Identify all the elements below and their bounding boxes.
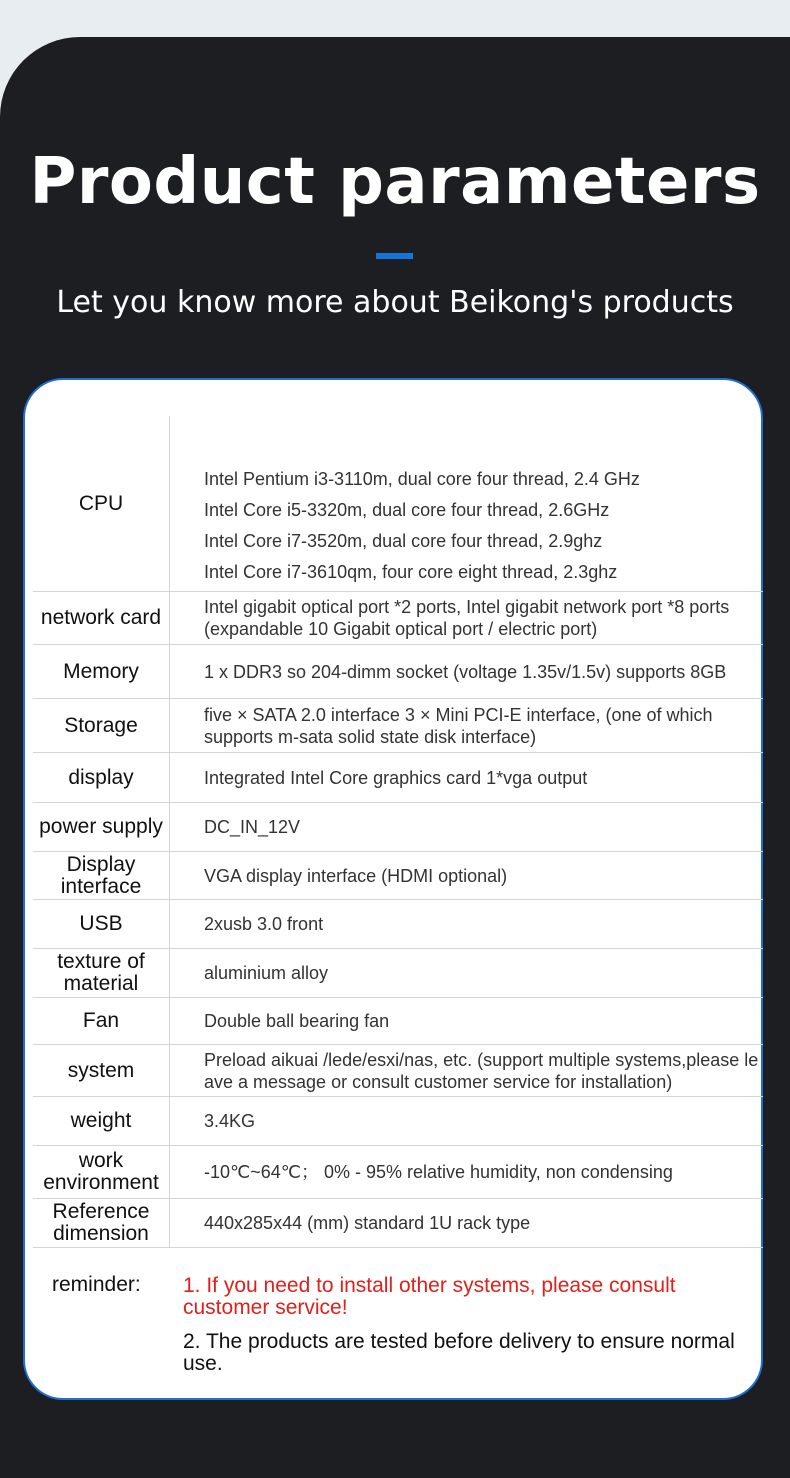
cpu-option: Intel Core i7-3610qm, four core eight thread, 2.3ghz: [204, 562, 618, 582]
spec-value: VGA display interface (HDMI optional): [204, 865, 508, 886]
spec-value: [204, 416, 759, 591]
spec-value: five × SATA 2.0 interface 3 × Mini PCI-E interface, (one of which supports m-sata solid state disk interface): [204, 704, 713, 747]
spec-label: Reference dimension: [33, 1199, 170, 1247]
spec-row-system: [33, 1045, 763, 1097]
spec-row-fan: [33, 998, 763, 1045]
spec-label: Display interface: [33, 852, 170, 899]
spec-label: power supply: [33, 803, 170, 851]
spec-row-storage: [33, 699, 763, 753]
spec-label: work environment: [33, 1146, 170, 1198]
spec-row-weight: [33, 1097, 763, 1146]
spec-value: 1 x DDR3 so 204-dimm socket (voltage 1.35v/1.5v) supports 8GB: [204, 661, 727, 682]
spec-row-work-environment: [33, 1146, 763, 1199]
spec-label: Memory: [33, 645, 170, 698]
spec-value: aluminium alloy: [204, 963, 329, 983]
spec-value: Double ball bearing fan: [204, 1011, 390, 1031]
cpu-option: Intel Pentium i3-3110m, dual core four thread, 2.4 GHz: [204, 469, 640, 489]
title-accent-bar: [376, 253, 413, 259]
spec-label: USB: [33, 900, 170, 948]
spec-value: -10℃~64℃； 0% - 95% relative humidity, non condensing: [204, 1162, 673, 1182]
spec-value: 440x285x44 (mm) standard 1U rack type: [204, 1213, 531, 1233]
spec-label: display: [33, 753, 170, 802]
spec-row-network-card: [33, 592, 763, 645]
page-subtitle: Let you know more about Beikong's products: [56, 285, 734, 320]
spec-row-material: [33, 949, 763, 998]
spec-value: 2xusb 3.0 front: [204, 914, 324, 934]
spec-value: Integrated Intel Core graphics card 1*vga output: [204, 767, 588, 788]
spec-row-usb: [33, 900, 763, 949]
spec-label: system: [33, 1045, 170, 1096]
spec-label: network card: [33, 592, 170, 644]
cpu-option: Intel Core i5-3320m, dual core four thread, 2.6GHz: [204, 500, 610, 520]
page-title: Product parameters: [29, 145, 761, 219]
spec-row-reference-dimension: [33, 1199, 763, 1248]
spec-row-memory: [33, 645, 763, 699]
spec-row-cpu: [33, 416, 763, 592]
spec-row-power-supply: [33, 803, 763, 852]
spec-value: Intel gigabit optical port *2 ports, Intel gigabit network port *8 ports (expandable 10 Gigabit optical port / electric port): [204, 597, 730, 639]
spec-value: Preload aikuai /lede/esxi/nas, etc. (support multiple systems,please leave a message or consult customer service for installation): [204, 1049, 759, 1092]
spec-card: [23, 378, 763, 1400]
spec-value: DC_IN_12V: [204, 817, 301, 837]
spec-label: Fan: [33, 998, 170, 1044]
cpu-option: Intel Core i7-3520m, dual core four thread, 2.9ghz: [204, 531, 603, 551]
spec-label: CPU: [33, 416, 170, 591]
reminder-note-info: 2. The products are tested before delivery to ensure normal use.: [183, 1330, 735, 1375]
spec-label: Storage: [33, 699, 170, 752]
spec-value: 3.4KG: [204, 1111, 256, 1131]
spec-row-display: [33, 753, 763, 803]
reminder-note-warning: 1. If you need to install other systems, please consult customer service!: [183, 1274, 676, 1319]
spec-label: texture of material: [33, 949, 170, 997]
reminder-label: reminder:: [52, 1273, 141, 1296]
spec-row-display-interface: [33, 852, 763, 900]
spec-label: weight: [33, 1097, 170, 1145]
